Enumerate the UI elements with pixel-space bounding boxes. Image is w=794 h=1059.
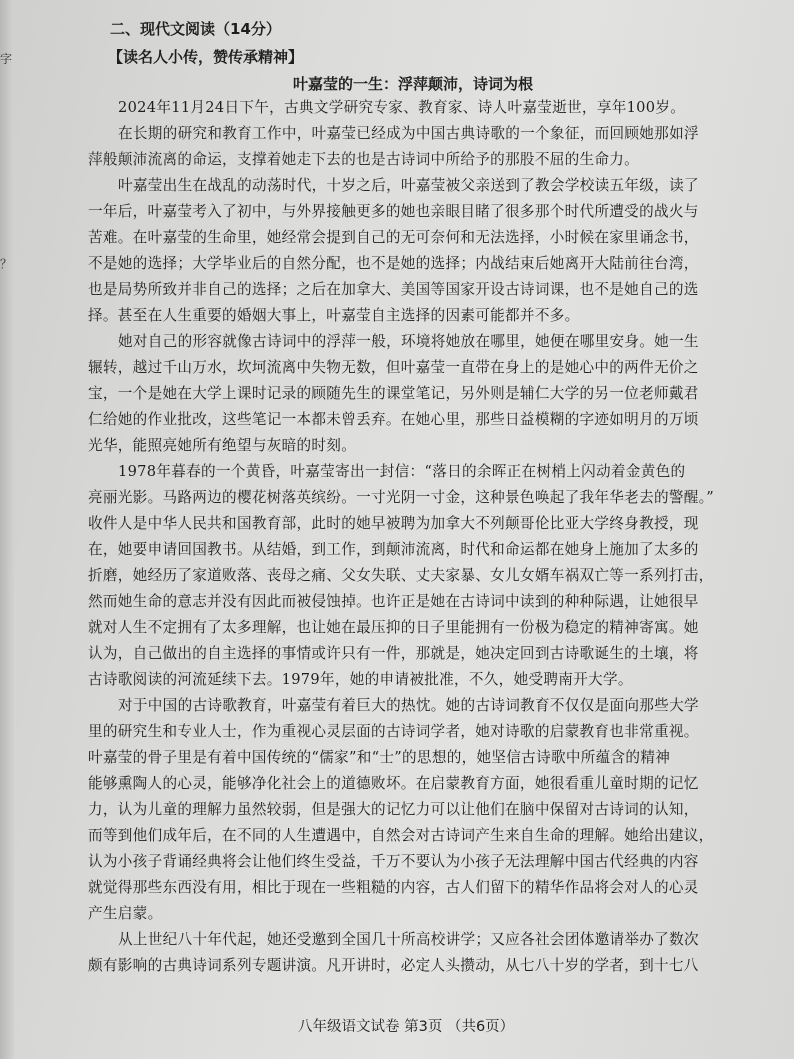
body-line: 力，认为儿童的理解力虽然较弱，但是强大的记忆力可以让他们在脑中保留对古诗词的认知，: [88, 801, 699, 818]
body-line: 苦难。在叶嘉莹的生命里，她经常会提到自己的无可奈何和无法选择，小时候在家里诵念书，: [88, 229, 699, 246]
body-line: 一年后，叶嘉莹考入了初中，与外界接触更多的她也亲眼目睹了很多那个时代所遭受的战火与: [88, 203, 699, 220]
body-line: 里的研究生和专业人士，作为重视心灵层面的古诗词学者，她对诗歌的启蒙教育也非常重视。: [88, 723, 699, 740]
body-line: 认为，自己做出的自主选择的事情或许只有一件，那就是，她决定回到古诗歌诞生的土壤，将: [88, 645, 699, 662]
body-line: 折磨，她经历了家道败落、丧母之痛、父女失联、丈夫家暴、女儿女婿车祸双亡等一系列打击，: [88, 567, 714, 584]
body-line: 辗转，越过千山万水，坎坷流离中失物无数，但叶嘉莹一直带在身上的是她心中的两件无价之: [88, 359, 699, 376]
edge-character: 字: [0, 52, 13, 66]
body-line: 仁给她的作业批改，这些笔记一本都未曾丢弃。在她心里，那些日益模糊的字迹如明月的万顷: [88, 411, 699, 428]
body-line: 萍般颠沛流离的命运，支撑着她走下去的也是古诗词中所给予的那股不屈的生命力。: [88, 151, 640, 168]
body-line: 在长期的研究和教育工作中，叶嘉莹已经成为中国古典诗歌的一个象征，而回顾她那如浮: [118, 125, 699, 142]
section-title: 二、现代文阅读（14分）: [110, 20, 281, 38]
page-footer: 八年级语文试卷 第3页 （共6页）: [298, 1019, 515, 1035]
body-line: 产生启蒙。: [88, 905, 163, 922]
body-line: 认为小孩子背诵经典将会让他们终生受益，千万不要认为小孩子无法理解中国古代经典的内容: [88, 853, 699, 870]
body-line: 也是局势所致并非自己的选择；之后在加拿大、美国等国家开设古诗词课，也不是她自己的选: [88, 281, 699, 298]
body-line: 叶嘉莹的骨子里是有着中国传统的“儒家”和“士”的思想的，她坚信古诗歌中所蕴含的精神: [88, 749, 671, 766]
body-line: 从上世纪八十年代起，她还受邀到全国几十所高校讲学；又应各社会团体邀请举办了数次: [118, 931, 699, 948]
exam-page: [88, 0, 778, 1059]
body-line: 亮丽光影。马路两边的樱花树落英缤纷。一寸光阴一寸金，这种景色唤起了我年华老去的警醒。”: [88, 489, 715, 506]
body-line: 而等到他们成年后，在不同的人生遭遇中，自然会对古诗词产生来自生命的理解。她给出建议，: [88, 827, 714, 844]
edge-character: ？: [0, 257, 13, 271]
page-edge: [0, 0, 14, 1059]
subsection-title: 【读名人小传，赞传承精神】: [108, 48, 304, 66]
body-line: 她对自己的形容就像古诗词中的浮萍一般，环境将她放在哪里，她便在哪里安身。她一生: [118, 333, 699, 350]
body-line: 收件人是中华人民共和国教育部，此时的她早被聘为加拿大不列颠哥伦比亚大学终身教授，现: [88, 515, 699, 532]
body-line: 光华，能照亮她所有绝望与灰暗的时刻。: [88, 437, 357, 454]
body-line: 对于中国的古诗歌教育，叶嘉莹有着巨大的热忱。她的古诗词教育不仅仅是面向那些大学: [118, 697, 699, 714]
body-line: 能够熏陶人的心灵，能够净化社会上的道德败坏。在启蒙教育方面，她很看重儿童时期的记忆: [88, 775, 699, 792]
body-line: 在，她要申请回国教书。从结婚，到工作，到颠沛流离，时代和命运都在她身上施加了太多的: [88, 541, 699, 558]
body-line: 宝，一个是她在大学上课时记录的顾随先生的课堂笔记，另外则是辅仁大学的另一位老师戴君: [88, 385, 699, 402]
body-line: 颇有影响的古典诗词系列专题讲演。凡开讲时，必定人头攒动，从七八十岁的学者，到十七八: [88, 957, 699, 974]
article-title: 叶嘉莹的一生：浮萍颠沛，诗词为根: [293, 75, 534, 93]
body-line: 2024年11月24日下午，古典文学研究专家、教育家、诗人叶嘉莹逝世，享年100岁。: [118, 99, 686, 116]
body-line: 不是她的选择；大学毕业后的自然分配，也不是她的选择；内战结束后她离开大陆前往台湾，: [88, 255, 699, 272]
body-line: 1978年暮春的一个黄昏，叶嘉莹寄出一封信：“落日的余晖正在树梢上闪动着金黄色的: [118, 463, 686, 480]
body-line: 就对人生不定拥有了太多理解，也让她在最压抑的日子里能拥有一份极为稳定的精神寄寓。她: [88, 619, 699, 636]
body-line: 然而她生命的意志并没有因此而被侵蚀掉。也许正是她在古诗词中读到的种种际遇，让她很早: [88, 593, 699, 610]
body-line: 就觉得那些东西没有用，相比于现在一些粗糙的内容，古人们留下的精华作品将会对人的心灵: [88, 879, 699, 896]
body-line: 古诗歌阅读的河流延续下去。1979年，她的申请被批准，不久，她受聘南开大学。: [88, 671, 633, 688]
body-line: 择。甚至在人生重要的婚姻大事上，叶嘉莹自主选择的因素可能都并不多。: [88, 307, 580, 324]
body-line: 叶嘉莹出生在战乱的动荡时代，十岁之后，叶嘉莹被父亲送到了教会学校读五年级，读了: [118, 177, 699, 194]
